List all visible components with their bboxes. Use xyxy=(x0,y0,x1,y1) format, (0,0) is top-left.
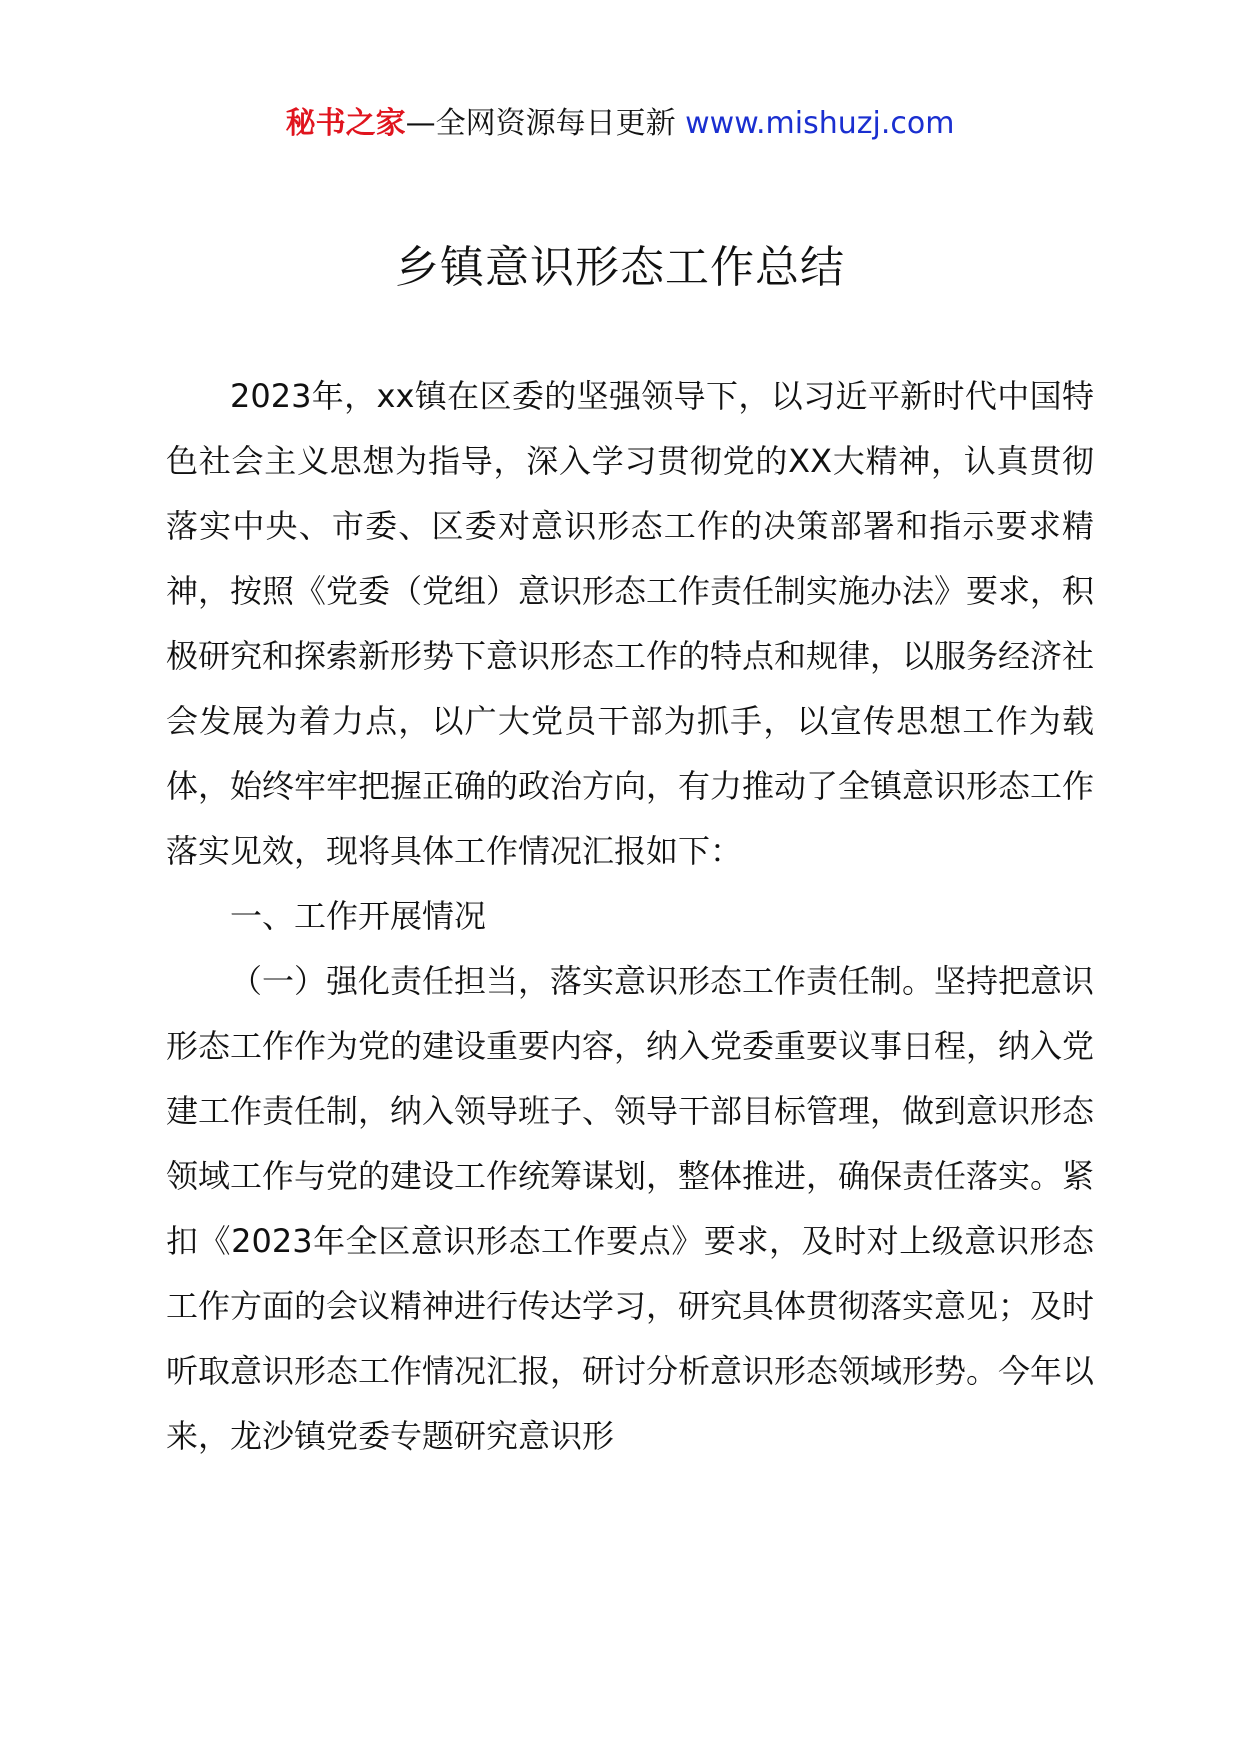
intro-paragraph: 2023年，xx镇在区委的坚强领导下，以习近平新时代中国特色社会主义思想为指导，深入学习贯彻党的XX大精神，认真贯彻落实中央、市委、区委对意识形态工作的决策部署和指示要求精神，按照《党委（党组）意识形态工作责任制实施办法》要求，积极研究和探索新形势下意识形态工作的特点和规律，以服务经济社会发展为着力点，以广大党员干部为抓手，以宣传思想工作为载体，始终牢牢把握正确的政治方向，有力推动了全镇意识形态工作落实见效，现将具体工作情况汇报如下： xyxy=(166,377,1095,870)
site-brand: 秘书之家 xyxy=(285,106,406,141)
document-body xyxy=(166,364,1094,1469)
site-tagline: —全网资源每日更新 xyxy=(405,106,686,141)
subsection-paragraph: （一）强化责任担当，落实意识形态工作责任制。坚持把意识形态工作作为党的建设重要内容，纳入党委重要议事日程，纳入党建工作责任制，纳入领导班子、领导干部目标管理，做到意识形态领域工作与党的建设工作统筹谋划，整体推进，确保责任落实。紧扣《2023年全区意识形态工作要点》要求，及时对上级意识形态工作方面的会议精神进行传达学习，研究具体贯彻落实意见；及时听取意识形态工作情况汇报，研讨分析意识形态领域形势。今年以来，龙沙镇党委专题研究意识形 xyxy=(166,962,1095,1455)
site-header xyxy=(0,102,1240,146)
section-heading: 一、工作开展情况 xyxy=(230,897,487,935)
site-url-link[interactable]: www.mishuzj.com xyxy=(685,106,955,141)
document-title: 乡镇意识形态工作总结 xyxy=(395,242,845,293)
